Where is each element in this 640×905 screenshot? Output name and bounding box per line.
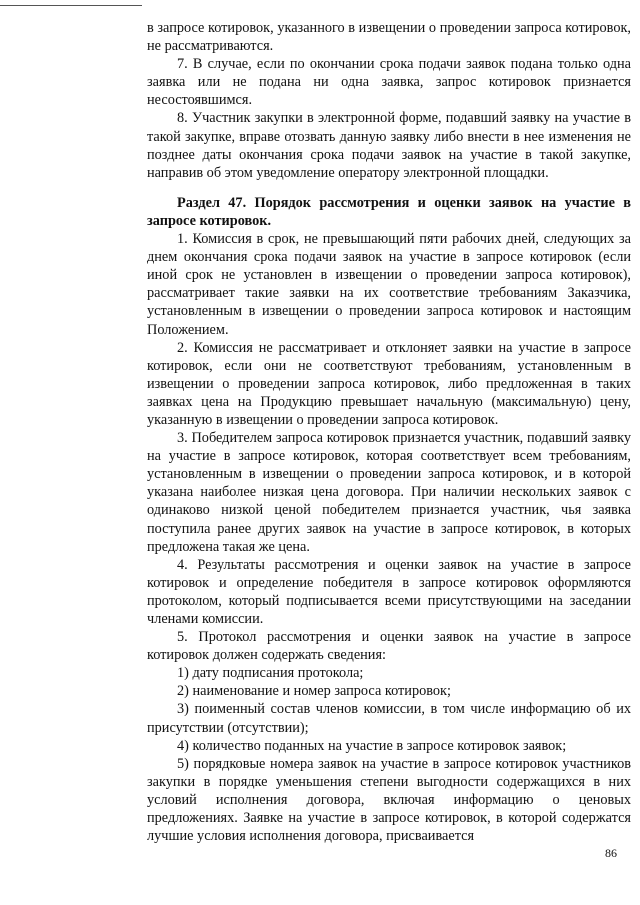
list-item-4: 4) количество поданных на участие в запросе котировок заявок; (177, 737, 567, 754)
section-paragraph-3: 3. Победителем запроса котировок признается участник, подавший заявку на участие в запросе котировок, которая соответствует всем требованиям, установленным в извещении о проведении запроса котировок, и в которой указана наиболее низкая цена договора. При наличии нескольких заявок с одинаково низкой ценой победителем признается участник, чья заявка поступила ранее других заявок на участие в запросе котировок, в которых предложена такая же цена. (147, 430, 631, 555)
section-paragraph-1: 1. Комиссия в срок, не превышающий пяти рабочих дней, следующих за днем окончания срока подачи заявок на участие в запросе котировок (если иной срок не установлен в извещении о проведении запроса котировок), рассматривает такие заявки на их соответствие требованиям Заказчика, установленным в извещении о проведении запроса котировок и настоящим Положением. (147, 231, 631, 338)
list-item-3: 3) поименный состав членов комиссии, в том числе информацию об их присутствии (отсутствии); (147, 701, 631, 736)
paragraph-item-7: 7. В случае, если по окончании срока подачи заявок подана только одна заявка или не подана ни одна заявка, запрос котировок признается несостоявшимся. (147, 56, 631, 109)
document-body (147, 19, 631, 845)
list-item-5: 5) порядковые номера заявок на участие в запросе котировок участников закупки в порядке уменьшения степени выгодности содержащихся в них условий исполнения договора, включая информацию о ценовых предложениях. Заявке на участие в запросе котировок, в которой содержатся лучшие условия исполнения договора, присваивается (147, 755, 631, 845)
top-rule-divider (0, 5, 142, 6)
list-item-1: 1) дату подписания протокола; (177, 665, 364, 682)
section-paragraph-4: 4. Результаты рассмотрения и оценки заявок на участие в запросе котировок и определение победителя в запросе котировок оформляются протоколом, который подписывается всеми присутствующими на заседании членами комиссии. (147, 556, 631, 627)
section-paragraph-5: 5. Протокол рассмотрения и оценки заявок на участие в запросе котировок должен содержать сведения: (147, 629, 631, 664)
page-number: 86 (605, 846, 617, 860)
section-47-title: Раздел 47. Порядок рассмотрения и оценки заявок на участие в запросе котировок. (147, 194, 631, 229)
list-item-2: 2) наименование и номер запроса котировок; (177, 683, 451, 700)
paragraph-item-8: 8. Участник закупки в электронной форме, подавший заявку на участие в такой закупке, вправе отозвать данную заявку либо внести в нее изменения не позднее даты окончания срока подачи заявок на участие в такой закупке, направив об этом уведомление оператору электронной площадки. (147, 110, 631, 181)
section-paragraph-2: 2. Комиссия не рассматривает и отклоняет заявки на участие в запросе котировок, если они не соответствуют требованиям, установленным в извещении о проведении запроса котировок, либо предложенная в таких заявках цена на Продукцию превышает начальную (максимальную) цену, указанную в извещении о проведении запроса котировок. (147, 339, 631, 428)
paragraph-continuation: в запросе котировок, указанного в извещении о проведении запроса котировок, не рассматриваются. (147, 20, 631, 55)
